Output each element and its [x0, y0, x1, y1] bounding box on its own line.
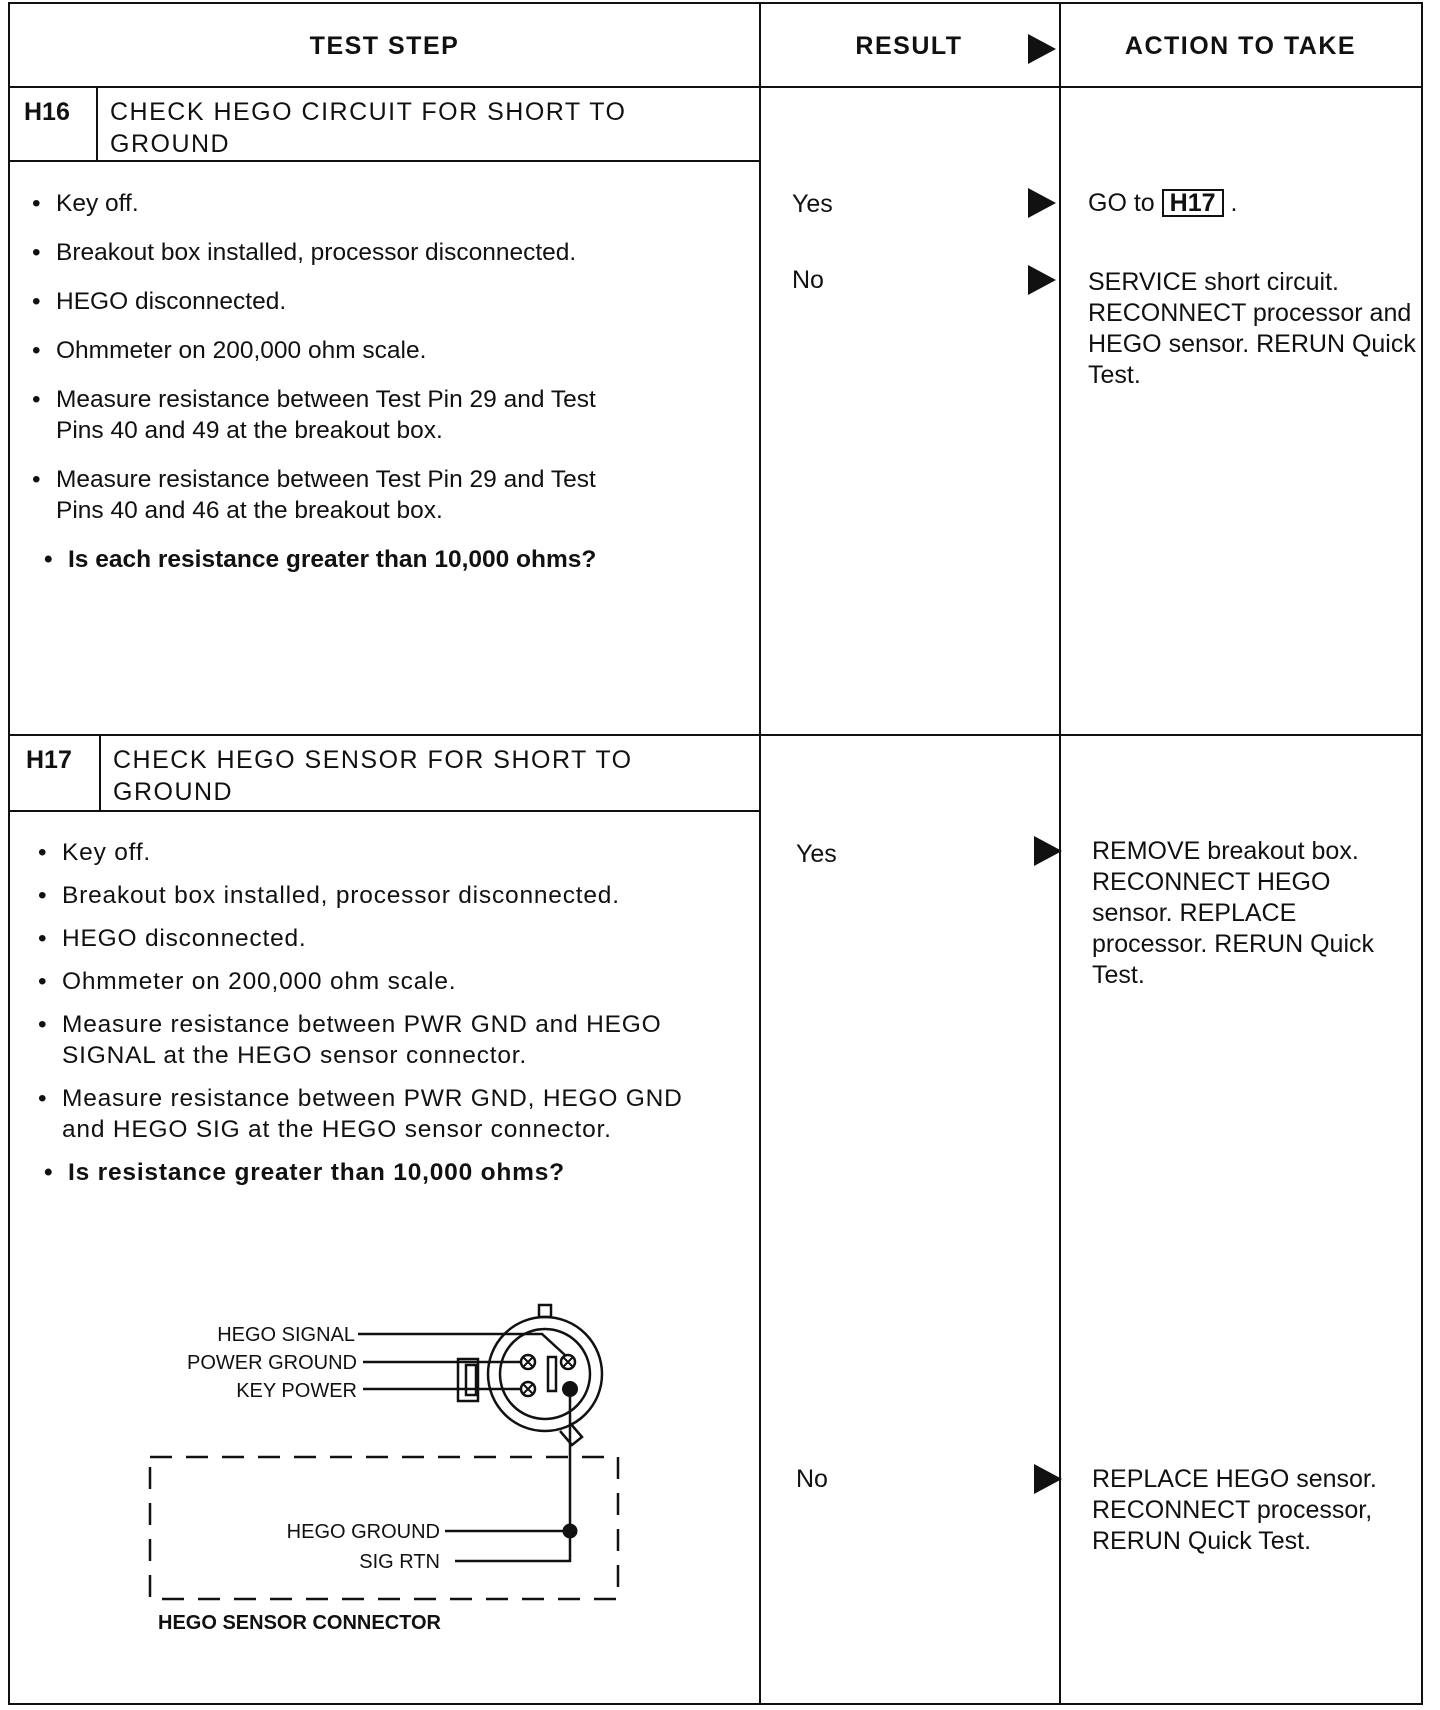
step-h16-checklist — [32, 188, 692, 575]
action-prefix: GO to — [1088, 189, 1155, 217]
step-h16-id: H16 — [24, 98, 70, 126]
connector-side-latch-inner — [466, 1365, 476, 1395]
step-h16-action-yes — [1088, 188, 1237, 219]
label-sig-rtn: SIG RTN — [359, 1551, 440, 1573]
list-item: • Key off. — [38, 837, 718, 868]
step-h16-yes-arrow-icon — [1028, 188, 1056, 218]
list-item: • Measure resistance between Test Pin 29 and Test Pins 40 and 46 at the breakout box. — [32, 464, 636, 526]
list-item: • Measure resistance between PWR GND, HEGO GND and HEGO SIG at the HEGO sensor connector. — [38, 1083, 722, 1145]
label-power-ground: POWER GROUND — [187, 1352, 357, 1374]
list-item: • Key off. — [32, 188, 692, 219]
step-h17-question: • Is resistance greater than 10,000 ohms? — [44, 1157, 718, 1188]
list-item: • Breakout box installed, processor disconnected. — [32, 237, 692, 268]
step-h17-action-no: REPLACE HEGO sensor. RECONNECT processor, RERUN Quick Test. — [1092, 1465, 1377, 1555]
ground-junction-dot — [563, 1524, 578, 1539]
connector-inner-ring — [500, 1329, 590, 1419]
step-h17-title-divider — [10, 810, 761, 812]
step-h17-no-arrow-icon — [1034, 1464, 1062, 1494]
header-result: RESULT — [855, 31, 963, 60]
column-divider-result — [759, 4, 761, 1703]
list-item: • HEGO disconnected. — [38, 923, 718, 954]
list-item: • Ohmmeter on 200,000 ohm scale. — [38, 966, 718, 997]
step-h16-title-divider — [10, 160, 761, 162]
pin-ground-dot — [562, 1381, 578, 1397]
step-h16-result-yes: Yes — [792, 190, 833, 218]
step-h17-yes-arrow-icon — [1034, 836, 1062, 866]
step-ref-h17-link[interactable]: H17 — [1162, 189, 1224, 217]
leader-hego-signal — [358, 1334, 566, 1356]
header-test-step: TEST STEP — [309, 31, 460, 60]
step-h17-id: H17 — [26, 746, 72, 774]
step-h17-checklist — [38, 837, 718, 1188]
list-item: • HEGO disconnected. — [32, 286, 692, 317]
step-h16-no-arrow-icon — [1028, 265, 1056, 295]
leader-sig-rtn — [455, 1531, 570, 1561]
step-h16-action-no: SERVICE short circuit. RECONNECT processor and HEGO sensor. RERUN Quick Test. — [1088, 268, 1416, 389]
list-item: • Measure resistance between PWR GND and HEGO SIGNAL at the HEGO sensor connector. — [38, 1009, 722, 1071]
header-divider — [10, 86, 1421, 88]
hego-connector-diagram — [110, 1289, 670, 1659]
list-item: • Breakout box installed, processor disconnected. — [38, 880, 718, 911]
procedure-table — [8, 2, 1423, 1705]
step-h17-title: CHECK HEGO SENSOR FOR SHORT TO GROUND — [113, 746, 633, 806]
step-divider — [10, 734, 1421, 736]
diagram-caption: HEGO SENSOR CONNECTOR — [158, 1612, 441, 1634]
step-h17-action-yes: REMOVE breakout box. RECONNECT HEGO sensor. REPLACE processor. RERUN Quick Test. — [1092, 837, 1375, 989]
step-h16-question: • Is each resistance greater than 10,000 ohms? — [44, 544, 692, 575]
label-hego-signal: HEGO SIGNAL — [217, 1324, 355, 1346]
step-h17-result-yes: Yes — [796, 840, 837, 868]
step-h16-result-no: No — [792, 266, 824, 294]
label-hego-ground: HEGO GROUND — [286, 1521, 440, 1543]
action-suffix: . — [1230, 189, 1238, 217]
step-h16-title: CHECK HEGO CIRCUIT FOR SHORT TO GROUND — [110, 98, 627, 158]
connector-top-key — [539, 1305, 551, 1317]
label-key-power: KEY POWER — [236, 1380, 357, 1402]
header-arrow-icon — [1028, 34, 1056, 64]
connector-center-blade — [548, 1357, 556, 1391]
header-action: ACTION TO TAKE — [1124, 31, 1357, 60]
list-item: • Measure resistance between Test Pin 29 and Test Pins 40 and 49 at the breakout box. — [32, 384, 636, 446]
list-item: • Ohmmeter on 200,000 ohm scale. — [32, 335, 692, 366]
step-h17-result-no: No — [796, 1465, 828, 1493]
